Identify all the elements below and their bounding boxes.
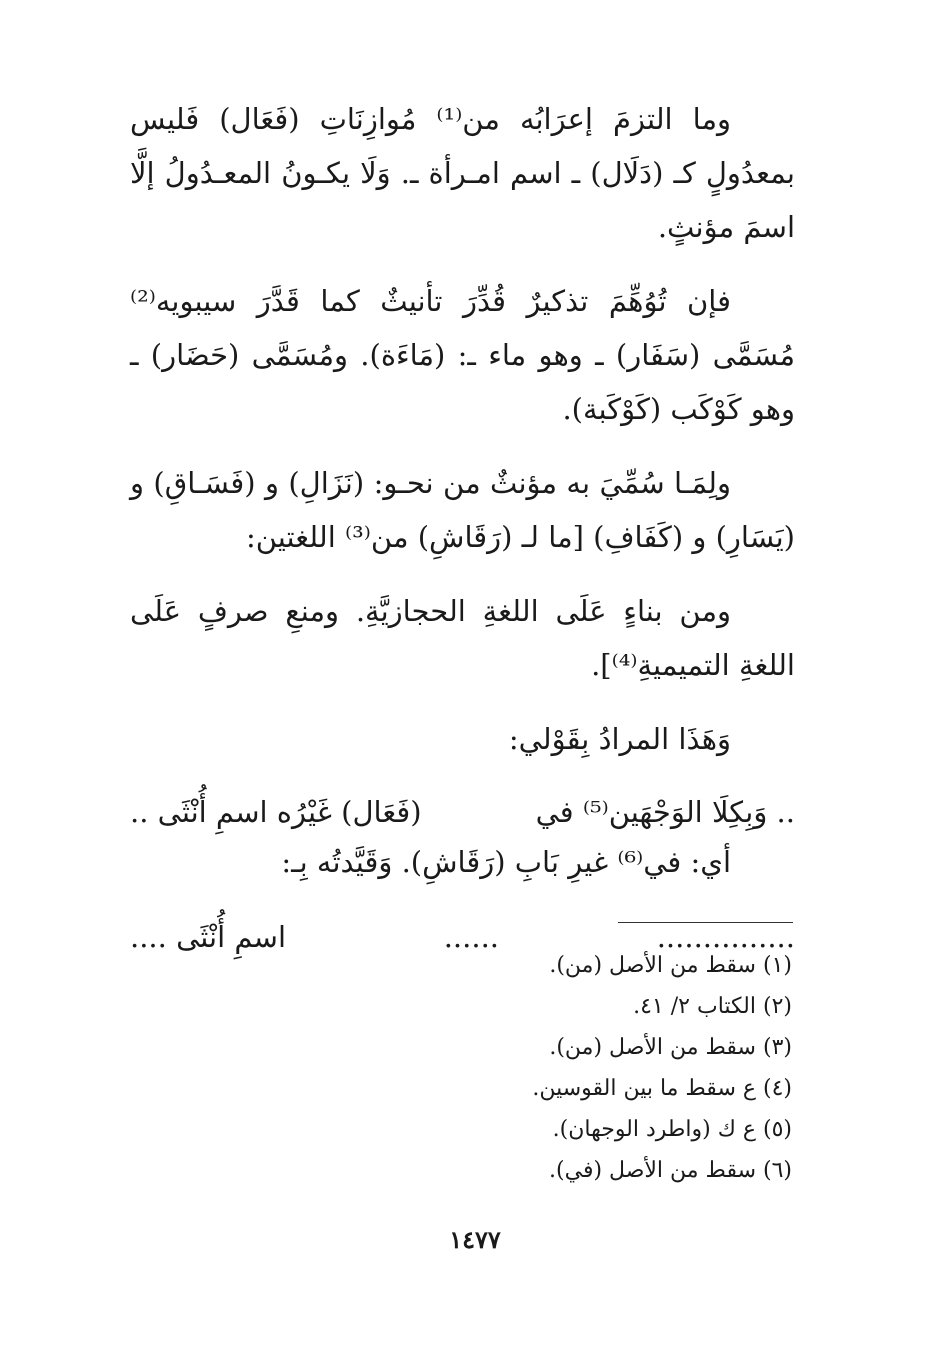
footnote-1: (١) سقط من الأصل (من).: [549, 953, 792, 978]
main-text: [130, 92, 795, 962]
paragraph-1: وما التزمَ إعرَابُه من⁽¹⁾ مُوازِنَاتِ (فَعَال) فَليس بمعدُولٍ كـ (دَلَال) ـ اسم امـرأة ـ. وَلَا يكـونُ المعـدُولُ إلَّا اسمَ مؤنثٍ.: [130, 102, 795, 244]
footnote-3: (٣) سقط من الأصل (من).: [549, 1035, 792, 1060]
footnote-divider: [618, 922, 793, 923]
footnote-4: (٤) ع سقط ما بين القوسين.: [532, 1076, 792, 1101]
verse-note: أي: في⁽⁶⁾ غيرِ بَابِ (رَقَاشِ). وَقَيَّدتُه بِـ:: [281, 845, 731, 879]
dots-middle: ......: [443, 920, 500, 954]
dots-last: اسمِ أُنْثَى ....: [130, 920, 287, 954]
footnote-5: (٥) ع ك (واطرد الوجهان).: [552, 1117, 792, 1142]
verse-first-half: .. وَبِكِلَا الوَجْهَين⁽⁵⁾ في: [535, 795, 795, 829]
verse-second-half: (فَعَال) غَيْرُه اسمِ أُنْثَى ..: [130, 795, 422, 829]
footnote-2: (٢) الكتاب ٢/ ٤١.: [633, 994, 792, 1019]
footnotes: [272, 945, 792, 1191]
paragraph-3: ولِمَـا سُمِّيَ به مؤنثٌ من نحـو: (نَزَالِ) و (فَسَـاقِ) و (يَسَارِ) و (كَفَافِ) [ما لـ (رَقَاشِ) من⁽³⁾ اللغتين:: [130, 466, 795, 554]
verse-line: [130, 786, 795, 838]
paragraph-4: ومن بناءٍ عَلَى اللغةِ الحجازيَّةِ. ومنعِ صرفٍ عَلَى اللغةِ التميميةِ⁽⁴⁾].: [130, 594, 795, 682]
footnote-6: (٦) سقط من الأصل (في).: [549, 1158, 792, 1183]
dots-first: ...............: [656, 920, 795, 954]
page-number: ١٤٧٧: [449, 1225, 501, 1254]
intro-line: وَهَذَا المرادُ بِقَوْلي:: [508, 722, 731, 756]
paragraph-2: فإن تُوُهِّمَ تذكيرٌ قُدِّرَ تأنيثٌ كما قَدَّرَ سيبويه⁽²⁾ مُسَمَّى (سَفَار) ـ وهو ماء ـ: (مَاءَة). ومُسَمَّى (حَضَار) ـ وهو كَوْكَب (كَوْكَبة).: [130, 284, 795, 426]
